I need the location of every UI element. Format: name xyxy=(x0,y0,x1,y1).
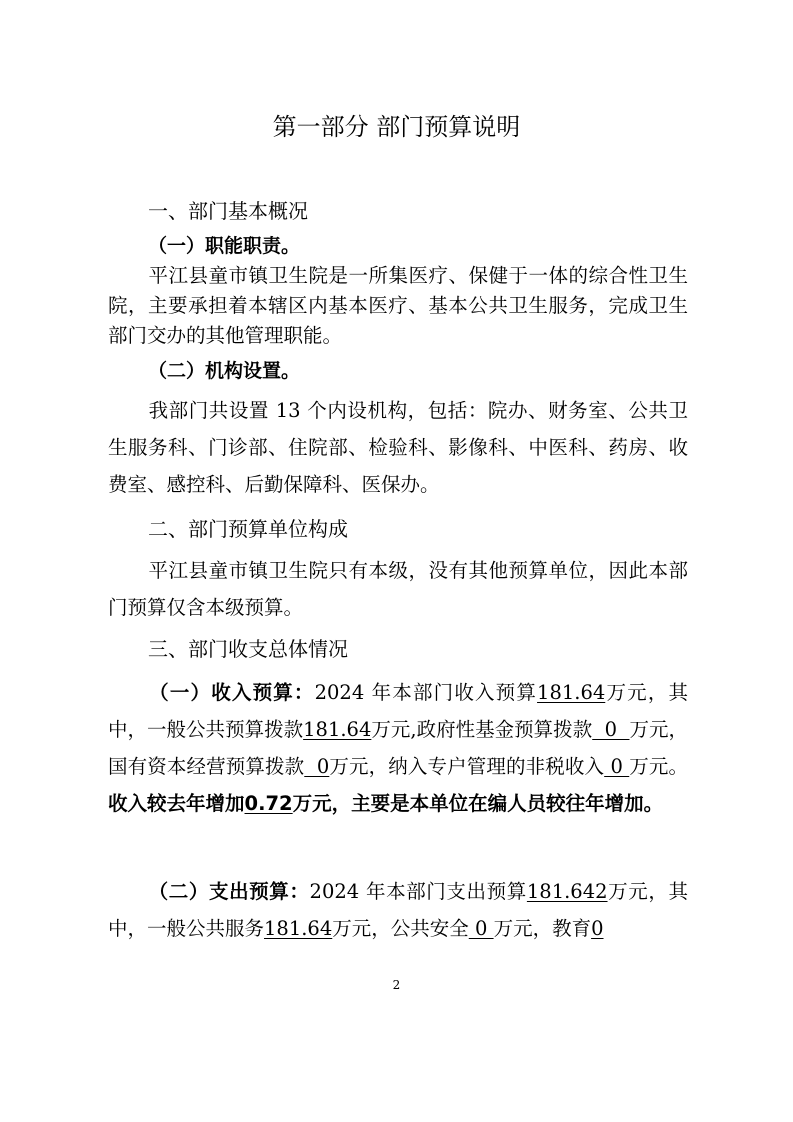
income-fund-value: 0 xyxy=(592,718,630,741)
paragraph-income-budget xyxy=(108,674,688,822)
section-heading-revenue-expense: 三、部门收支总体情况 xyxy=(148,637,348,661)
income-label: （一）收入预算： xyxy=(148,681,315,704)
paragraph-organization xyxy=(108,392,688,503)
page-number: 2 xyxy=(392,978,401,992)
paragraph-duties xyxy=(108,261,688,351)
income-total-value: 181.64 xyxy=(537,681,606,704)
section-heading-basic-overview: 一、部门基本概况 xyxy=(148,199,308,223)
expense-security-value: 0 xyxy=(468,917,494,940)
expense-text-4: 万元，教育 xyxy=(493,917,592,940)
page-title: 第一部分 部门预算说明 xyxy=(272,113,521,141)
income-reason-text: 万元，主要是本单位在编人员较往年增加。 xyxy=(292,792,664,815)
paragraph-budget-units-text: 平江县童市镇卫生院只有本级，没有其他预算单位，因此本部门预算仅含本级预算。 xyxy=(108,559,688,619)
expense-general-value: 181.64 xyxy=(264,917,333,940)
expense-text-3: 万元，公共安全 xyxy=(332,917,469,940)
expense-text-2: 万元，其中，一般公共服务 xyxy=(108,880,688,940)
paragraph-expense-budget xyxy=(108,873,688,947)
subheading-duties: （一）职能职责。 xyxy=(148,235,301,257)
income-text-3: 万元,政府性基金预算拨款 xyxy=(371,718,593,741)
income-text-1: 2024 年本部门收入预算 xyxy=(314,681,538,704)
paragraph-duties-text: 平江县童市镇卫生院是一所集医疗、保健于一体的综合性卫生院，主要承担着本辖区内基本医疗、基本公共卫生服务，完成卫生部门交办的其他管理职能。 xyxy=(108,264,688,347)
income-increase-text: 收入较去年增加 xyxy=(108,792,245,815)
income-general-value: 181.64 xyxy=(303,718,372,741)
subheading-organization: （二）机构设置。 xyxy=(148,360,301,382)
income-increase-value: 0.72 xyxy=(244,792,293,815)
paragraph-organization-text: 我部门共设置 13 个内设机构，包括：院办、财务室、公共卫生服务科、门诊部、住院部、检验科、影像科、中医科、药房、收费室、感控科、后勤保障科、医保办。 xyxy=(108,399,688,496)
income-text-4: 万元，国有资本经营预算拨款 xyxy=(108,718,688,778)
expense-label: （二）支出预算： xyxy=(148,880,310,903)
paragraph-budget-units xyxy=(108,552,688,626)
income-state-value: 0 xyxy=(304,755,330,778)
expense-total-value: 181.642 xyxy=(526,880,608,903)
expense-text-1: 2024 年本部门支出预算 xyxy=(309,880,527,903)
income-nontax-value: 0 xyxy=(604,755,630,778)
income-text-5: 万元，纳入专户管理的非税收入 xyxy=(329,755,605,778)
section-heading-budget-units: 二、部门预算单位构成 xyxy=(148,517,348,541)
income-text-6: 万元。 xyxy=(629,755,688,778)
expense-education-value: 0 xyxy=(591,917,604,940)
income-text-2: 万元，其中，一般公共预算拨款 xyxy=(108,681,688,741)
